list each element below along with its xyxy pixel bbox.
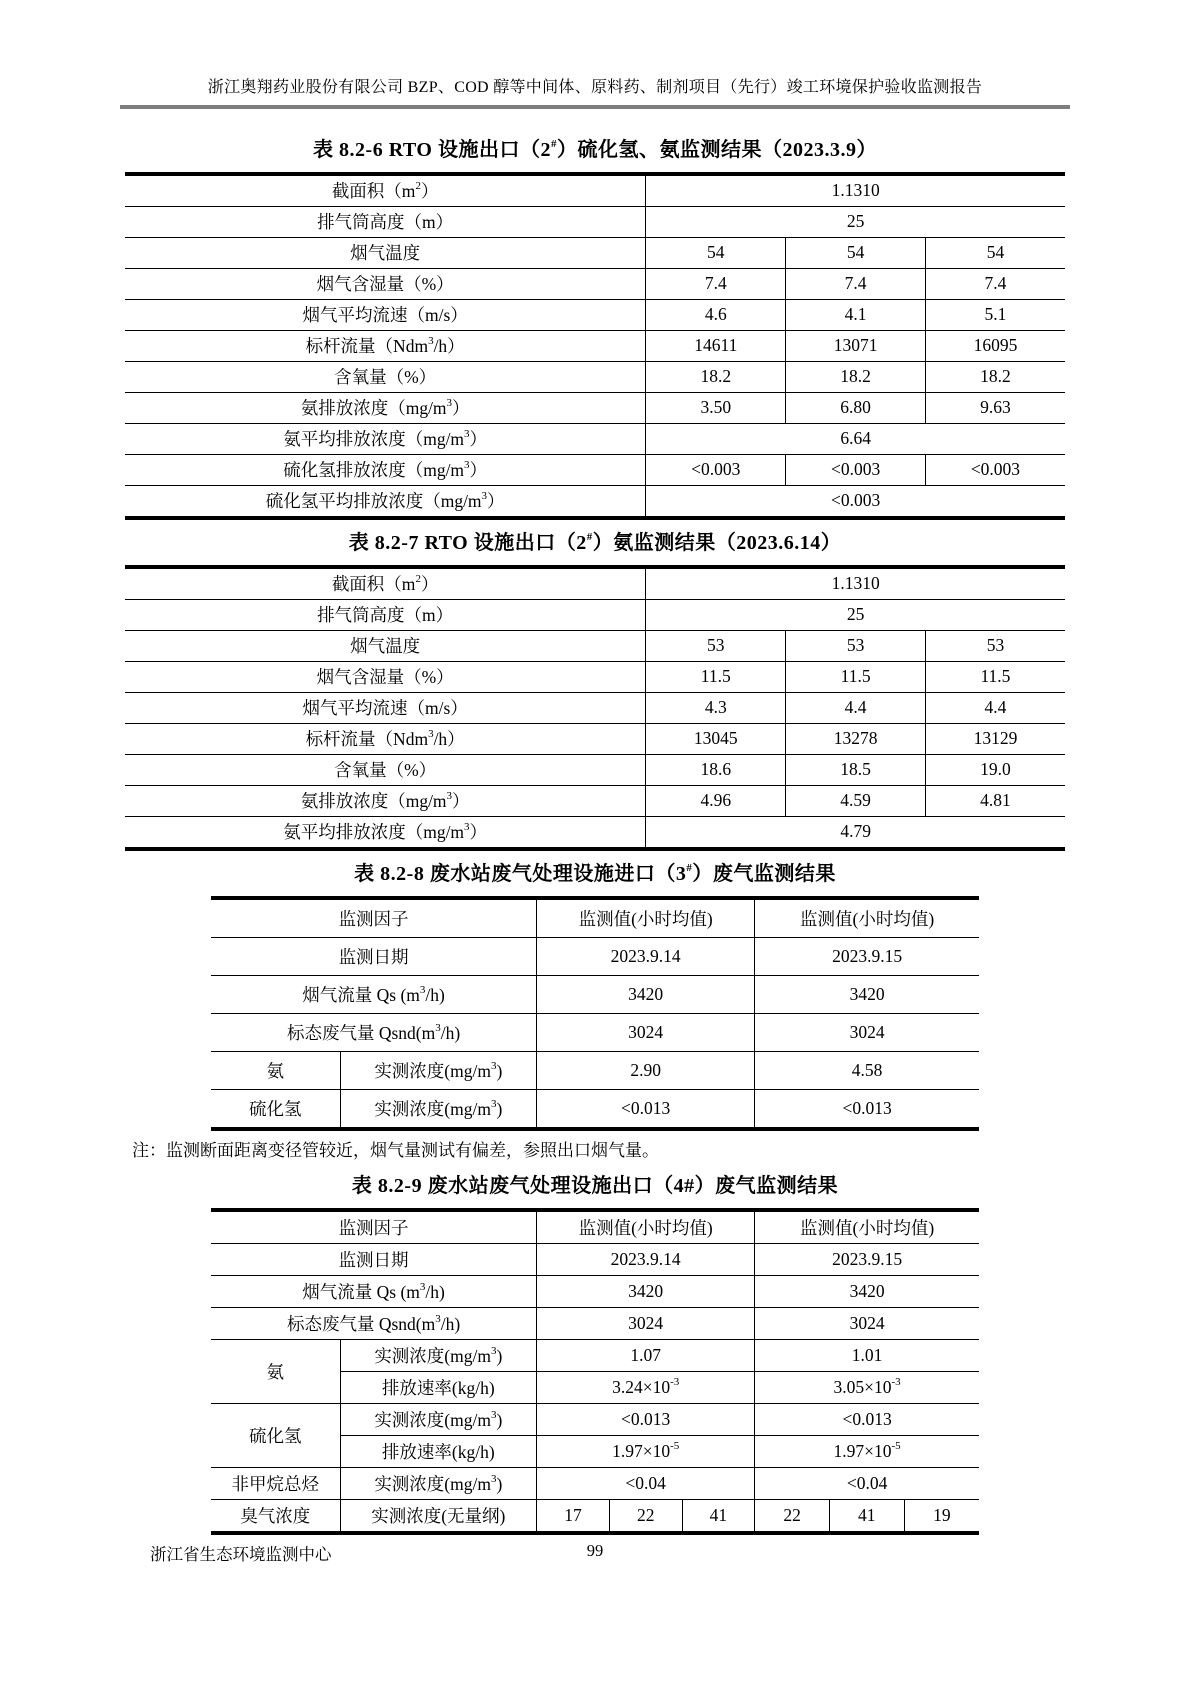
table-cell: 含氧量（%） xyxy=(125,754,646,785)
table-cell: 7.4 xyxy=(646,268,786,299)
table-row xyxy=(125,299,1065,330)
table-row xyxy=(125,723,1065,754)
table-row xyxy=(125,661,1065,692)
table-cell: 13278 xyxy=(786,723,926,754)
superscript: 3 xyxy=(490,1472,497,1485)
table-row xyxy=(211,937,979,975)
table-8-2-6-caption: 表 8.2-6 RTO 设施出口（2#）硫化氢、氨监测结果（2023.3.9） xyxy=(313,137,877,161)
table-cell: 氨 xyxy=(211,1339,340,1403)
table-row xyxy=(125,174,1065,207)
table-cell: 4.3 xyxy=(646,692,786,723)
table-8-2-7 xyxy=(125,565,1065,851)
table-row xyxy=(125,330,1065,361)
superscript: 3 xyxy=(419,983,426,996)
superscript: -5 xyxy=(891,1439,901,1452)
page-footer xyxy=(120,1541,1070,1563)
table-row xyxy=(125,392,1065,423)
table-cell: 臭气浓度 xyxy=(211,1499,340,1533)
table-cell: 实测浓度$(mg/m^3)$ xyxy=(340,1403,537,1435)
superscript: 3 xyxy=(490,1344,497,1357)
table-cell: 19 xyxy=(904,1499,979,1533)
table-cell: 2023.9.15 xyxy=(755,937,979,975)
table-cell: <0.003 xyxy=(925,454,1065,485)
table-cell: 18.2 xyxy=(925,361,1065,392)
table-cell: 41 xyxy=(682,1499,755,1533)
table-cell: 4.58 xyxy=(755,1051,979,1089)
superscript: 3 xyxy=(464,428,470,441)
table-cell: 3420 xyxy=(755,975,979,1013)
table-cell: 3.50 xyxy=(646,392,786,423)
table-8-2-8-caption: 表 8.2-8 废水站废气处理设施进口（3#）废气监测结果 xyxy=(354,861,836,885)
tables-container xyxy=(120,135,1070,1535)
table-8-2-9 xyxy=(211,1208,979,1535)
table-cell: 烟气温度 xyxy=(125,237,646,268)
table-row xyxy=(211,1339,979,1371)
table-row xyxy=(211,1051,979,1089)
table-cell: 11.5 xyxy=(786,661,926,692)
table-cell: 3420 xyxy=(537,975,755,1013)
table-cell: 25 xyxy=(646,599,1065,630)
table-8-2-8-note: 注：监测断面距离变径管较近，烟气量测试有偏差，参照出口烟气量。 xyxy=(132,1140,659,1160)
table-cell: 非甲烷总烃 xyxy=(211,1467,340,1499)
superscript: 3 xyxy=(428,335,434,348)
table-cell: 54 xyxy=(646,237,786,268)
table-cell: <0.013 xyxy=(537,1403,755,1435)
table-cell: 53 xyxy=(925,630,1065,661)
header-rule xyxy=(120,105,1070,109)
table-cell: 实测浓度$(mg/m^3)$ xyxy=(340,1339,537,1371)
table-row xyxy=(125,754,1065,785)
table-cell: 硫化氢 xyxy=(211,1403,340,1467)
table-cell: 11.5 xyxy=(925,661,1065,692)
table-cell: 硫化氢排放浓度$(mg/m^3)$ xyxy=(125,454,646,485)
table-cell: 烟气流量 Qs $(m^3/h)$ xyxy=(211,1275,537,1307)
table-cell: 4.81 xyxy=(925,785,1065,816)
table-cell: 53 xyxy=(646,630,786,661)
table-cell: 排放速率(kg/h) xyxy=(340,1371,537,1403)
table-cell: 监测日期 xyxy=(211,1243,537,1275)
superscript: 3 xyxy=(481,490,488,503)
table-cell: 6.80 xyxy=(786,392,926,423)
table-cell: 3420 xyxy=(755,1275,979,1307)
footer-organization: 浙江省生态环境监测中心 xyxy=(150,1545,332,1564)
table-cell: 标态废气量 $Qsnd(m^3/h)$ xyxy=(211,1307,537,1339)
table-cell: 烟气流量 Qs $(m^3/h)$ xyxy=(211,975,537,1013)
table-row xyxy=(125,816,1065,849)
table-cell: 2023.9.15 xyxy=(755,1243,979,1275)
table-cell: 4.59 xyxy=(786,785,926,816)
table-row xyxy=(125,599,1065,630)
table-row xyxy=(125,268,1065,299)
superscript: 3 xyxy=(490,1408,497,1421)
table-cell: 实测浓度$(mg/m^3)$ xyxy=(340,1051,537,1089)
table-cell: 排气筒高度（m） xyxy=(125,599,646,630)
table-cell: 19.0 xyxy=(925,754,1065,785)
superscript: 3 xyxy=(490,1097,497,1110)
table-row xyxy=(125,361,1065,392)
table-row xyxy=(211,1089,979,1129)
superscript: 2 xyxy=(415,180,421,193)
superscript: 3 xyxy=(490,1059,497,1072)
table-cell: 烟气平均流速（m/s） xyxy=(125,299,646,330)
superscript: 3 xyxy=(446,790,453,803)
table-cell: 2.90 xyxy=(537,1051,755,1089)
table-cell: 22 xyxy=(755,1499,830,1533)
table-cell: 监测因子 xyxy=(211,1210,537,1244)
table-cell: 烟气温度 xyxy=(125,630,646,661)
table-row xyxy=(125,237,1065,268)
table-cell: 截面积$(m^2)$ xyxy=(125,567,646,600)
table-row xyxy=(211,1243,979,1275)
table-cell: 5.1 xyxy=(925,299,1065,330)
superscript: 3 xyxy=(464,821,470,834)
table-cell: 3420 xyxy=(537,1275,755,1307)
table-cell: 硫化氢平均排放浓度$(mg/m^3)$ xyxy=(125,485,646,518)
superscript: -3 xyxy=(670,1375,680,1388)
table-cell: $1.97\times 10^{-5}$ xyxy=(755,1435,979,1467)
table-cell: 13129 xyxy=(925,723,1065,754)
table-cell: 22 xyxy=(609,1499,682,1533)
table-cell: 13071 xyxy=(786,330,926,361)
table-cell: 截面积$(m^2)$ xyxy=(125,174,646,207)
table-cell: 4.6 xyxy=(646,299,786,330)
table-cell: 氨排放浓度$(mg/m^3)$ xyxy=(125,785,646,816)
table-cell: <0.04 xyxy=(755,1467,979,1499)
table-cell: <0.013 xyxy=(537,1089,755,1129)
table-cell: 硫化氢 xyxy=(211,1089,340,1129)
table-cell: 实测浓度$(mg/m^3)$ xyxy=(340,1089,537,1129)
table-cell: 11.5 xyxy=(646,661,786,692)
table-cell: 监测日期 xyxy=(211,937,537,975)
table-row xyxy=(211,1013,979,1051)
table-cell: 标杆流量（Ndm$^3$/h） xyxy=(125,330,646,361)
table-row xyxy=(125,206,1065,237)
table-cell: 烟气含湿量（%） xyxy=(125,268,646,299)
table-8-2-9-caption: 表 8.2-9 废水站废气处理设施出口（4#）废气监测结果 xyxy=(351,1174,839,1197)
table-cell: 烟气平均流速（m/s） xyxy=(125,692,646,723)
table-row xyxy=(211,898,979,938)
table-row xyxy=(211,1499,979,1533)
table-8-2-6 xyxy=(125,172,1065,520)
table-cell: 9.63 xyxy=(925,392,1065,423)
table-cell: 53 xyxy=(786,630,926,661)
table-cell: 3024 xyxy=(755,1013,979,1051)
table-row xyxy=(125,785,1065,816)
table-cell: 13045 xyxy=(646,723,786,754)
table-cell: 17 xyxy=(537,1499,610,1533)
table-row xyxy=(211,1467,979,1499)
table-row xyxy=(211,1403,979,1435)
table-row xyxy=(211,1210,979,1244)
table-row xyxy=(125,485,1065,518)
table-cell: 3024 xyxy=(755,1307,979,1339)
table-cell: <0.003 xyxy=(646,485,1065,518)
table-cell: 烟气含湿量（%） xyxy=(125,661,646,692)
table-cell: 7.4 xyxy=(925,268,1065,299)
table-cell: 18.2 xyxy=(786,361,926,392)
table-cell: 4.4 xyxy=(925,692,1065,723)
table-row xyxy=(125,423,1065,454)
table-cell: 1.07 xyxy=(537,1339,755,1371)
table-cell: $3.24\times 10^{-3}$ xyxy=(537,1371,755,1403)
superscript: # xyxy=(550,137,557,150)
superscript: 3 xyxy=(446,397,453,410)
table-row xyxy=(211,1275,979,1307)
table-cell: 25 xyxy=(646,206,1065,237)
table-cell: 监测因子 xyxy=(211,898,537,938)
table-cell: 2023.9.14 xyxy=(537,1243,755,1275)
table-cell: <0.013 xyxy=(755,1089,979,1129)
superscript: 3 xyxy=(428,728,434,741)
table-cell: 18.2 xyxy=(646,361,786,392)
table-cell: 氨平均排放浓度$(mg/m^3)$ xyxy=(125,816,646,849)
table-row xyxy=(125,454,1065,485)
table-row xyxy=(125,692,1065,723)
page-header-title: 浙江奥翔药业股份有限公司 BZP、COD 醇等中间体、原料药、制剂项目（先行）竣工环境保护验收监测报告 xyxy=(207,79,983,96)
table-row xyxy=(125,630,1065,661)
superscript: # xyxy=(686,861,693,874)
superscript: 3 xyxy=(419,1280,426,1293)
table-cell: 监测值(小时均值) xyxy=(755,1210,979,1244)
table-cell: 1.01 xyxy=(755,1339,979,1371)
table-cell: 氨 xyxy=(211,1051,340,1089)
table-cell: $3.05\times 10^{-3}$ xyxy=(755,1371,979,1403)
table-cell: 4.1 xyxy=(786,299,926,330)
table-cell: 监测值(小时均值) xyxy=(537,1210,755,1244)
superscript: 3 xyxy=(464,459,470,472)
table-cell: <0.013 xyxy=(755,1403,979,1435)
table-cell: 4.79 xyxy=(646,816,1065,849)
table-cell: 监测值(小时均值) xyxy=(755,898,979,938)
superscript: 3 xyxy=(435,1021,441,1034)
table-cell: 4.4 xyxy=(786,692,926,723)
table-cell: 3024 xyxy=(537,1307,755,1339)
table-cell: 排放速率(kg/h) xyxy=(340,1435,537,1467)
table-8-2-8 xyxy=(211,896,979,1131)
table-row xyxy=(211,975,979,1013)
table-cell: <0.003 xyxy=(646,454,786,485)
table-cell: 54 xyxy=(925,237,1065,268)
superscript: -3 xyxy=(891,1375,901,1388)
superscript: 2 xyxy=(415,573,421,586)
superscript: 3 xyxy=(435,1312,441,1325)
superscript: -5 xyxy=(670,1439,680,1452)
table-cell: <0.04 xyxy=(537,1467,755,1499)
footer-page-number: 99 xyxy=(586,1541,604,1560)
table-cell: 18.5 xyxy=(786,754,926,785)
table-cell: 实测浓度(无量纲) xyxy=(340,1499,537,1533)
table-cell: 标态废气量 $Qsnd(m^3/h)$ xyxy=(211,1013,537,1051)
table-cell: 氨排放浓度$(mg/m^3)$ xyxy=(125,392,646,423)
table-cell: 1.1310 xyxy=(646,567,1065,600)
table-cell: 41 xyxy=(829,1499,904,1533)
table-cell: 3024 xyxy=(537,1013,755,1051)
table-row xyxy=(125,567,1065,600)
table-cell: 标杆流量（Ndm$^3$/h） xyxy=(125,723,646,754)
table-cell: 4.96 xyxy=(646,785,786,816)
table-8-2-7-caption: 表 8.2-7 RTO 设施出口（2#）氨监测结果（2023.6.14） xyxy=(348,530,842,554)
table-cell: <0.003 xyxy=(786,454,926,485)
table-cell: 54 xyxy=(786,237,926,268)
table-cell: 18.6 xyxy=(646,754,786,785)
table-cell: 14611 xyxy=(646,330,786,361)
table-cell: 监测值(小时均值) xyxy=(537,898,755,938)
table-cell: 2023.9.14 xyxy=(537,937,755,975)
table-cell: 排气筒高度（m） xyxy=(125,206,646,237)
superscript: # xyxy=(586,530,593,543)
table-cell: 7.4 xyxy=(786,268,926,299)
table-cell: 实测浓度$(mg/m^3)$ xyxy=(340,1467,537,1499)
table-cell: $1.97\times 10^{-5}$ xyxy=(537,1435,755,1467)
table-cell: 16095 xyxy=(925,330,1065,361)
table-cell: 含氧量（%） xyxy=(125,361,646,392)
table-cell: 6.64 xyxy=(646,423,1065,454)
table-row xyxy=(211,1307,979,1339)
table-cell: 氨平均排放浓度$(mg/m^3)$ xyxy=(125,423,646,454)
table-cell: 1.1310 xyxy=(646,174,1065,207)
